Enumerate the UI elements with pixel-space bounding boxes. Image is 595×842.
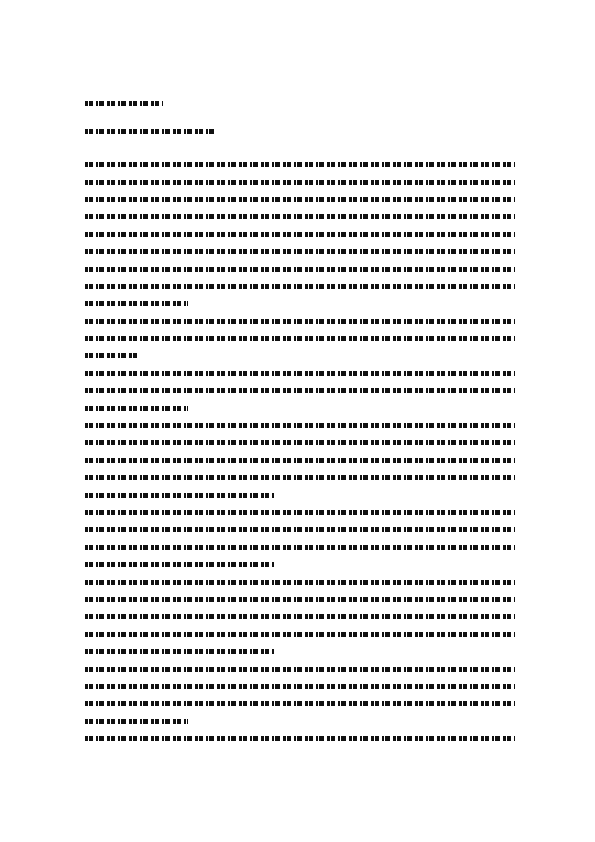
document-header	[85, 98, 515, 136]
text-line	[85, 260, 515, 277]
text-line	[85, 626, 515, 643]
text-line	[85, 330, 515, 347]
text-line	[85, 539, 515, 556]
line-text	[85, 267, 515, 272]
text-line	[85, 660, 515, 677]
subtitle-text	[85, 129, 215, 134]
line-text	[85, 701, 515, 706]
text-line	[85, 295, 515, 312]
paragraph	[85, 660, 515, 730]
line-text	[85, 371, 515, 376]
line-text	[85, 232, 515, 237]
text-line	[85, 399, 515, 416]
document-body	[85, 156, 515, 747]
line-text	[85, 562, 274, 567]
text-line	[85, 504, 515, 521]
line-text	[85, 632, 515, 637]
text-line	[85, 226, 515, 243]
text-line	[85, 573, 515, 590]
document-subtitle	[85, 126, 515, 136]
text-line	[85, 365, 515, 382]
text-line	[85, 643, 515, 660]
line-text	[85, 597, 515, 602]
text-line	[85, 434, 515, 451]
text-line	[85, 417, 515, 434]
line-text	[85, 684, 515, 689]
line-text	[85, 388, 515, 393]
paragraph	[85, 313, 515, 365]
line-text	[85, 197, 515, 202]
line-text	[85, 336, 515, 341]
line-text	[85, 527, 515, 532]
paragraph	[85, 156, 515, 313]
line-text	[85, 301, 188, 306]
paragraph	[85, 573, 515, 660]
line-text	[85, 406, 188, 411]
paragraph	[85, 417, 515, 504]
paragraph	[85, 504, 515, 574]
line-text	[85, 180, 515, 185]
text-line	[85, 313, 515, 330]
paragraph	[85, 365, 515, 417]
line-text	[85, 649, 274, 654]
text-line	[85, 521, 515, 538]
text-line	[85, 486, 515, 503]
text-line	[85, 591, 515, 608]
text-line	[85, 347, 515, 364]
line-text	[85, 510, 515, 515]
text-line	[85, 243, 515, 260]
line-text	[85, 493, 274, 498]
line-text	[85, 440, 515, 445]
line-text	[85, 719, 188, 724]
text-line	[85, 695, 515, 712]
line-text	[85, 162, 515, 167]
text-line	[85, 278, 515, 295]
line-text	[85, 475, 515, 480]
text-line	[85, 713, 515, 730]
title-text	[85, 101, 163, 106]
line-text	[85, 353, 137, 358]
text-line	[85, 191, 515, 208]
line-text	[85, 319, 515, 324]
text-line	[85, 208, 515, 225]
line-text	[85, 667, 515, 672]
line-text	[85, 580, 515, 585]
line-text	[85, 249, 515, 254]
line-text	[85, 545, 515, 550]
line-text	[85, 423, 515, 428]
text-line	[85, 173, 515, 190]
line-text	[85, 736, 515, 741]
text-line	[85, 608, 515, 625]
line-text	[85, 614, 515, 619]
text-line	[85, 678, 515, 695]
text-line	[85, 730, 515, 747]
line-text	[85, 458, 515, 463]
text-line	[85, 382, 515, 399]
text-line	[85, 556, 515, 573]
text-line	[85, 156, 515, 173]
document-title	[85, 98, 515, 108]
paragraph	[85, 730, 515, 747]
text-line	[85, 469, 515, 486]
line-text	[85, 214, 515, 219]
text-line	[85, 452, 515, 469]
line-text	[85, 284, 515, 289]
